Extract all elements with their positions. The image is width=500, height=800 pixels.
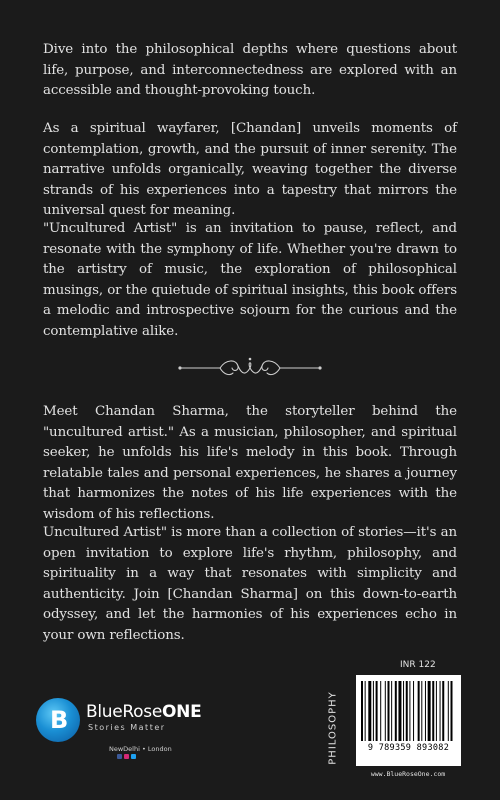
twitter-icon <box>131 754 136 759</box>
author-bio-paragraph: Meet Chandan Sharma, the storyteller behind the "uncultured artist." As a musician, philosopher, and spiritual seeker, he unfolds his life's melody in this book. Through relatable tales and personal experiences, he shares a journey that harmonizes the notes of his life experiences with the wisdom of his reflections. <box>43 404 457 522</box>
social-icons <box>117 754 136 759</box>
publisher-tagline: Stories Matter <box>88 723 166 732</box>
publisher-name <box>86 702 201 722</box>
genre-text: PHILOSOPHY <box>327 691 339 765</box>
publisher-locations: NewDelhi • London <box>109 745 172 753</box>
publisher-name-main: BlueRose <box>86 702 162 722</box>
publisher-logo <box>36 690 206 770</box>
facebook-icon <box>117 754 122 759</box>
blurb-paragraph-closing: Uncultured Artist" is more than a collection of stories—it's an open invitation to explore life's rhythm, philosophy, and spirituality in a way that resonates with simplicity and authenticity. Join [Chandan Sharma] on this down-to-earth odyssey, and let the harmonies of his experiences echo in your own reflections. <box>43 525 457 643</box>
bluerose-logo-icon <box>36 698 80 742</box>
blurb-paragraph-wayfarer: As a spiritual wayfarer, [Chandan] unveils moments of contemplation, growth, and the pursuit of inner serenity. The narrative unfolds organically, weaving together the diverse strands of his experiences into a tapestry that mirrors the universal quest for meaning. <box>43 121 457 218</box>
decorative-divider-icon <box>176 355 324 381</box>
isbn-barcode <box>356 675 461 766</box>
instagram-icon <box>124 754 129 759</box>
isbn-number: 9 789359 893082 <box>367 743 450 753</box>
price-label: INR 122 <box>400 660 436 670</box>
barcode-icon <box>361 681 456 741</box>
publisher-website: www.BlueRoseOne.com <box>370 770 446 778</box>
blurb-paragraph-invitation: "Uncultured Artist" is an invitation to pause, reflect, and resonate with the symphony of life. Whether you're drawn to the artistry of music, the exploration of philosophical musings, or the quietude of spiritual insights, this book offers a melodic and introspective sojourn for the curious and the contemplative alike. <box>43 221 457 339</box>
logo-letter: B <box>50 706 69 734</box>
publisher-name-one: ONE <box>161 702 202 722</box>
genre-label <box>324 678 342 778</box>
blurb-paragraph-intro: Dive into the philosophical depths where questions about life, purpose, and interconnectedness are explored with an accessible and thought-provoking touch. <box>43 42 457 98</box>
